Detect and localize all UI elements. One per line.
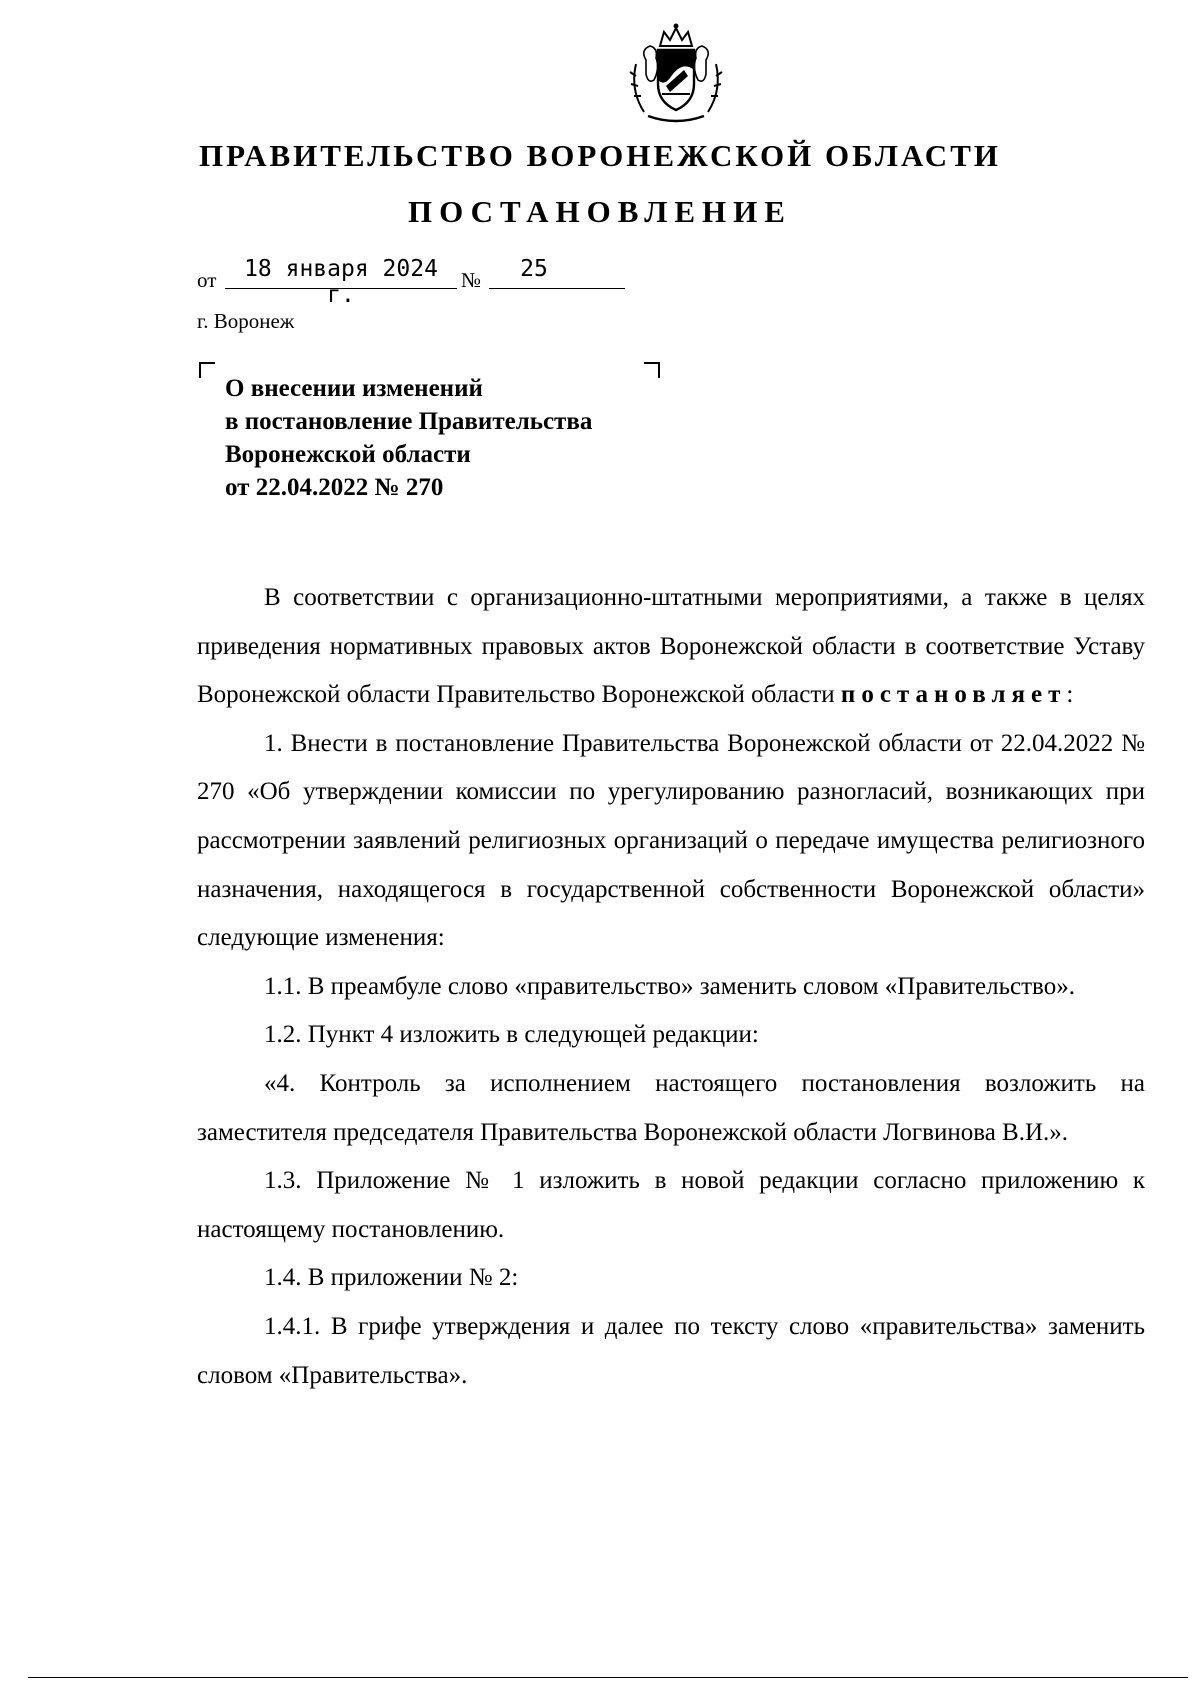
document-body [197, 574, 1145, 1400]
subject-line: в постановление Правительства [225, 408, 593, 435]
subject-corner-left [199, 362, 215, 378]
voronezh-coat-of-arms-icon [622, 20, 730, 128]
date-prefix: от [197, 268, 217, 292]
document-subject [225, 372, 665, 504]
date-number-line [197, 256, 667, 308]
item-1-2-paragraph: 1.2. Пункт 4 изложить в следующей редакции: [264, 1021, 759, 1049]
document-date: 18 января 2024 г. [244, 256, 438, 308]
preamble-text: В соответствии с организационно-штатными мероприятиями, а также в целях приведения нормативных правовых актов Воронежской области в соответствие Уставу Воронежской области Правительство Воронежской области [197, 584, 1145, 709]
item-1-paragraph: 1. Внести в постановление Правительства Воронежской области от 22.04.2022 № 270 «Об утверждении комиссии по урегулированию разногласий, возникающих при рассмотрении заявлений религиозных организаций о передаче имущества религиозного назначения, находящегося в государственной собственности Воронежской области» следующие изменения: [197, 729, 1145, 952]
item-1-4-paragraph: 1.4. В приложении № 2: [264, 1264, 519, 1292]
number-underline [489, 288, 625, 289]
preamble-paragraph [197, 574, 1145, 720]
number-sign: № [461, 268, 482, 292]
bottom-divider [28, 1677, 1188, 1678]
issue-city: г. Воронеж [197, 309, 295, 333]
subject-line: Воронежской области [225, 441, 471, 468]
item-1-2-quote-paragraph: «4. Контроль за исполнением настоящего постановления возложить на заместителя председателя Правительства Воронежской области Логвинова В.И.». [197, 1069, 1145, 1146]
item-1-1-paragraph: 1.1. В преамбуле слово «правительство» заменить словом «Правительство». [264, 972, 1075, 1000]
issuing-authority: ПРАВИТЕЛЬСТВО ВОРОНЕЖСКОЙ ОБЛАСТИ [199, 138, 1001, 173]
document-number: 25 [520, 256, 548, 282]
decrees-word: постановляет [840, 681, 1067, 709]
document-type: ПОСТАНОВЛЕНИЕ [408, 194, 792, 229]
item-1-3-paragraph: 1.3. Приложение № 1 изложить в новой редакции согласно приложению к настоящему постановлению. [197, 1167, 1145, 1243]
subject-line: О внесении изменений [225, 375, 483, 402]
decrees-colon: : [1066, 681, 1074, 709]
subject-line: от 22.04.2022 № 270 [225, 474, 444, 501]
item-1-4-1-paragraph: 1.4.1. В грифе утверждения и далее по тексту слово «правительства» заменить словом «Правительства». [197, 1312, 1145, 1389]
